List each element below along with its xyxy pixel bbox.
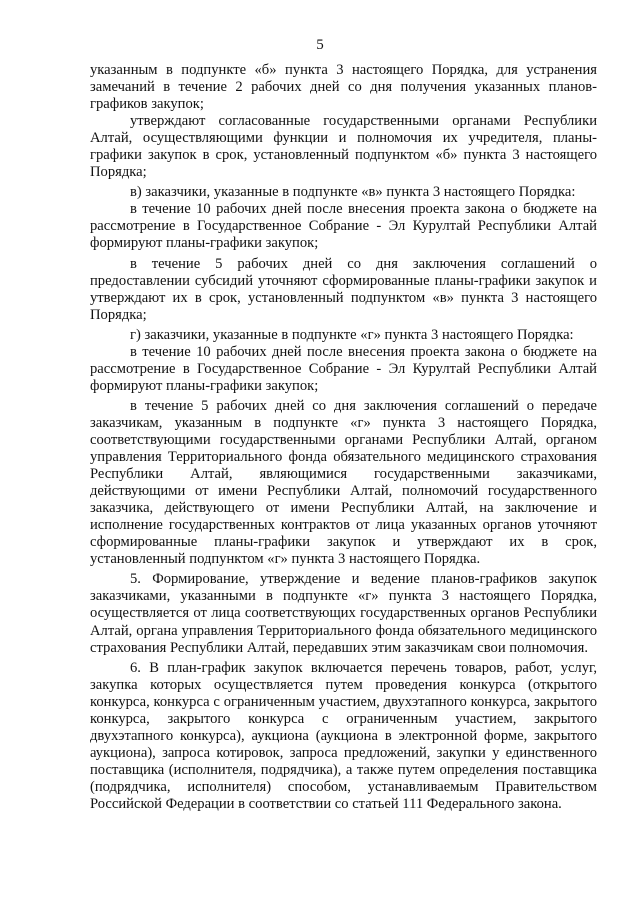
paragraph: в течение 10 рабочих дней после внесения проекта закона о бюджете на рассмотрение в Государственное Собрание - Эл Курултай Республики Алтай формируют планы-графики закупок; (90, 343, 597, 394)
paragraph-continuation: указанным в подпункте «б» пункта 3 настоящего Порядка, для устранения замечаний в течение 2 рабочих дней со дня получения указанных планов-графиков закупок; (90, 62, 597, 113)
paragraph-subitem-g: г) заказчики, указанные в подпункте «г» пункта 3 настоящего Порядка: (130, 326, 574, 343)
page-number: 5 (316, 37, 324, 53)
paragraph-item-6: 6. В план-график закупок включается перечень товаров, работ, услуг, закупка которых осуществляется путем проведения конкурса (открытого конкурса, конкурса с ограниченным участием, двухэтапного конкурса, закрытого конкурса, закрытого конкурса с ограниченным участием, закрытого двухэтапного конкурса), аукциона (аукциона в электронной форме, закрытого аукциона), запроса котировок, запроса предложений, закупки у единственного поставщика (исполнителя, подрядчика), а также путем определения поставщика (подрядчика, исполнителя) способом, устанавливаемым Правительством Российской Федерации в соответствии со статьей 111 Федерального закона. (90, 659, 597, 812)
paragraph-item-5: 5. Формирование, утверждение и ведение планов-графиков закупок заказчиками, указанными в подпункте «г» пункта 3 настоящего Порядка, осуществляется от лица соответствующих государственных органов Республики Алтай, органа управления Территориального фонда обязательного медицинского страхования Республики Алтай, передавших этим заказчикам свои полномочия. (90, 571, 597, 656)
paragraph: в течение 10 рабочих дней после внесения проекта закона о бюджете на рассмотрение в Государственное Собрание - Эл Курултай Республики Алтай формируют планы-графики закупок; (90, 201, 597, 252)
document-body (90, 62, 597, 813)
paragraph: в течение 5 рабочих дней со дня заключения соглашений о передаче заказчикам, указанным в подпункте «г» пункта 3 настоящего Порядка, соответствующими государственными органами Республики Алтай, органом управления Территориального фонда обязательного медицинского страхования Республики Алтай, являющимися государственными заказчиками, действующими от имени Республики Алтай, полномочий государственного заказчика, действующего от имени Республики Алтай, на заключение и исполнение государственных контрактов от лица указанных органов уточняют сформированные планы-графики закупок и утверждают их в срок, установленный подпунктом «г» пункта 3 настоящего Порядка. (90, 397, 597, 568)
paragraph: утверждают согласованные государственными органами Республики Алтай, осуществляющими функции и полномочия их учредителя, планы-графики закупок в срок, установленный подпунктом «б» пункта 3 настоящего Порядка; (90, 113, 597, 181)
paragraph-subitem-v: в) заказчики, указанные в подпункте «в» пункта 3 настоящего Порядка: (130, 184, 576, 201)
paragraph: в течение 5 рабочих дней со дня заключения соглашений о предоставлении субсидий уточняют сформированные планы-графики закупок и утверждают их в срок, установленный подпунктом «в» пункта 3 настоящего Порядка; (90, 255, 597, 323)
